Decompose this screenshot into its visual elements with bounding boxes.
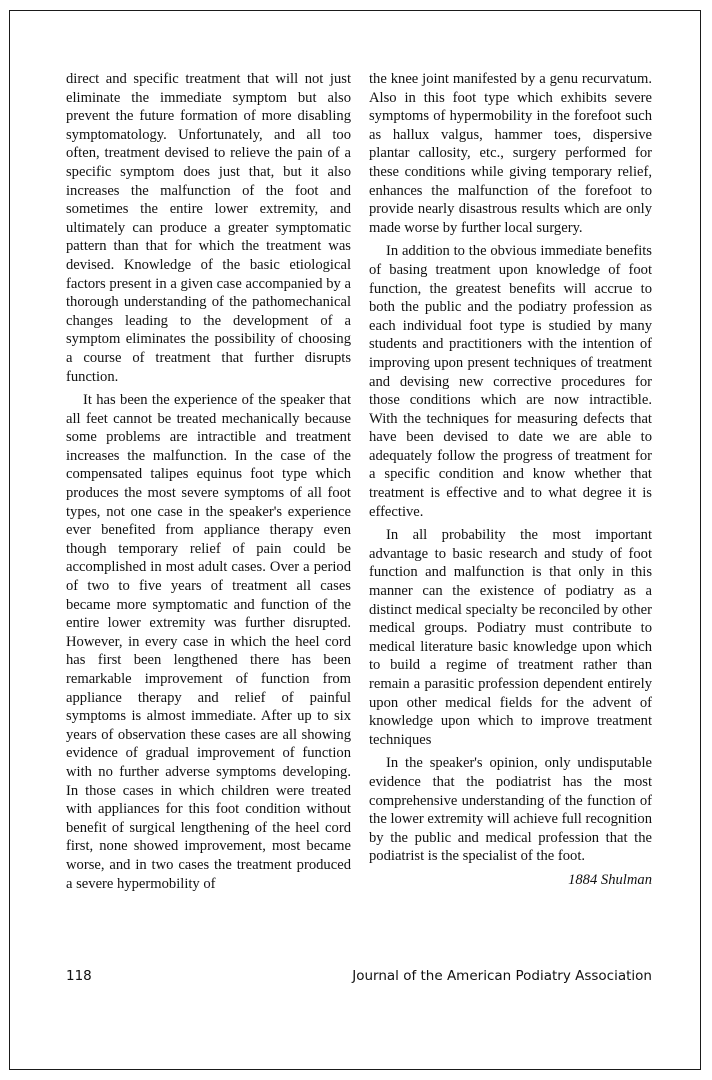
right-column xyxy=(369,70,652,895)
article-signature: 1884 Shulman xyxy=(568,871,652,888)
page-number: 118 xyxy=(66,968,92,984)
body-paragraph: direct and specific treatment that will not just eliminate the immediate symptom but also prevent the future formation of more disabling symptomatology. Unfortunately, and all too often, treatment devised to relieve the pain of a specific symptom does just that, but it also increases the malfunction of the foot and sometimes the entire lower extremity, and ultimately can produce a greater symptomatic pattern than that for which the treatment was devised. Knowledge of the basic etiological factors present in a given case accompanied by a thorough understanding of the pathomechanical changes leading to the development of a symptom eliminates the possibility of choosing a course of treatment that further disrupts function. xyxy=(66,71,351,385)
body-paragraph: In all probability the most important advantage to basic research and study of foot function and malfunction is that only in this manner can the existence of podiatry as a distinct medical specialty be reconciled by other medical groups. Podiatry must contribute to medical literature basic knowledge upon which to build a regime of treatment rather than remain a parasitic profession dependent entirely upon other medical fields for the advent of knowledge upon which to improve treatment techniques xyxy=(369,527,652,748)
body-paragraph: It has been the experience of the speaker that all feet cannot be treated mechanically because some problems are intractible and treatment increases the malfunction. In the case of the compensated talipes equinus foot type which produces the most severe symptoms of all foot types, not one case in the speaker's experience ever benefited from appliance therapy even though temporary relief of pain could be accomplished in most adult cases. Over a period of two to five years of treatment all cases became more symptomatic and function of the entire lower extremity was further disrupted. However, in every case in which the heel cord has first been lengthened there has been remarkable improvement of function from appliance therapy and relief of painful symptoms is almost immediate. After up to six years of observation these cases are all showing evidence of gradual improvement of function with no further adverse symptoms developing. In those cases in which children were treated with appliances for this foot condition without benefit of surgical lengthening of the heel cord first, none showed improvement, most became worse, and in two cases the treatment produced a severe hypermobility of xyxy=(66,392,351,892)
left-column xyxy=(66,70,351,898)
journal-name: Journal of the American Podiatry Association xyxy=(352,968,652,984)
body-paragraph: In addition to the obvious immediate benefits of basing treatment upon knowledge of foot function, the greatest benefits will accrue to both the public and the podiatry profession as each individual foot type is studied by many students and practitioners with the intention of improving upon present techniques of treatment and devising new corrective procedures for those conditions which are now intractible. With the techniques for measuring defects that have been devised to date we are able to adequately follow the progress of treatment for a specific condition and know whether that treatment is effective and to what degree it is effective. xyxy=(369,243,652,520)
body-paragraph: the knee joint manifested by a genu recurvatum. Also in this foot type which exhibits severe symptoms of hypermobility in the forefoot such as hallux valgus, hammer toes, dispersive plantar callosity, etc., surgery performed for these conditions while giving temporary relief, enhances the malfunction of the forefoot to provide nearly disastrous results which are only made worse by further local surgery. xyxy=(369,71,652,236)
body-paragraph: In the speaker's opinion, only undisputable evidence that the podiatrist has the most comprehensive understanding of the function of the lower extremity will achieve full recognition by the public and medical profession that the podiatrist is the specialist of the foot. xyxy=(369,755,652,865)
